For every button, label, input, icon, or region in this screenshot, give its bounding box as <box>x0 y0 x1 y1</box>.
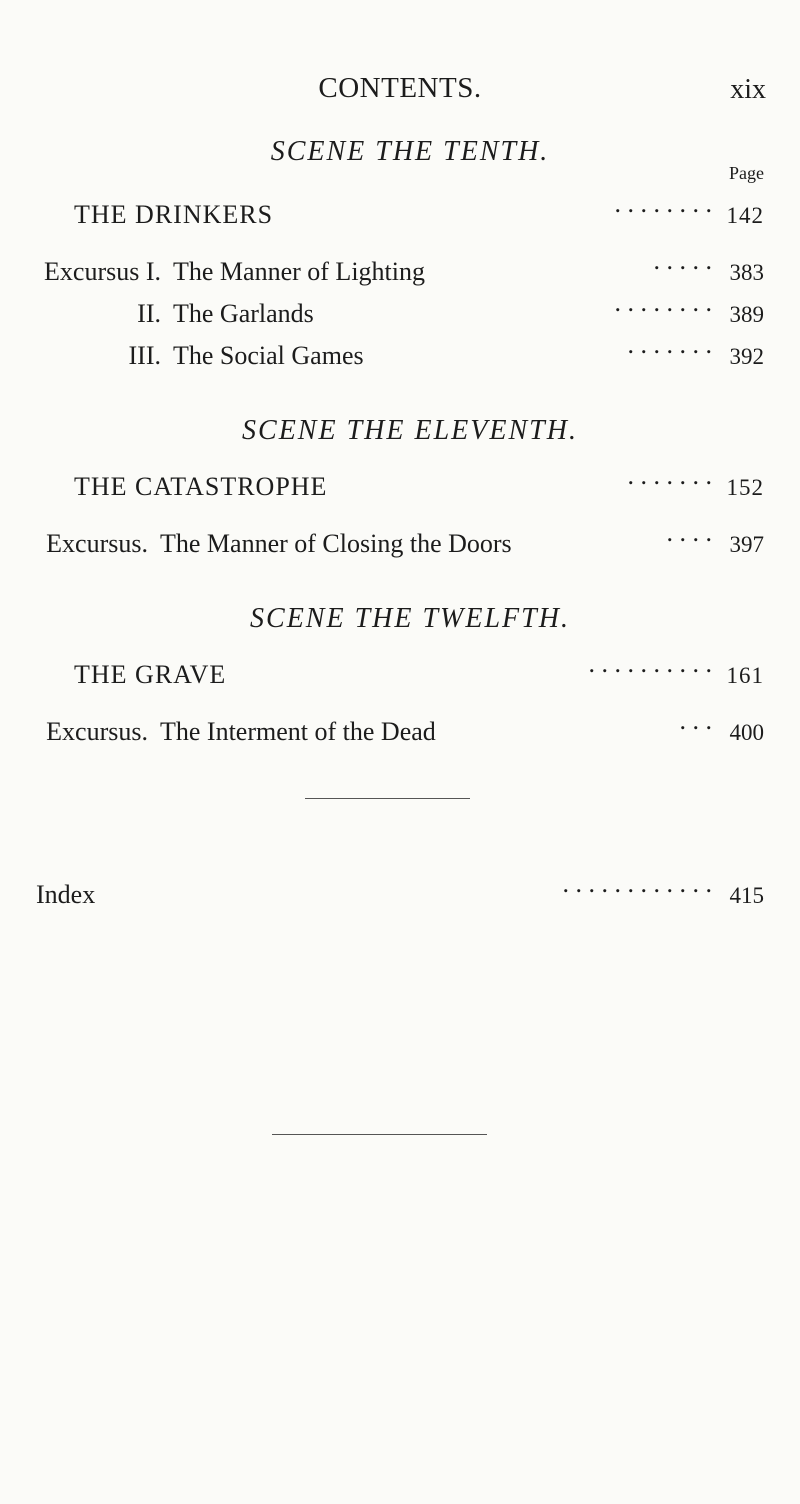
dot-leader: . . . . <box>666 518 712 547</box>
excursus-label: III. <box>128 341 161 370</box>
excursus-label: Excursus. <box>46 529 148 558</box>
scene-heading: SCENE THE TENTH. <box>270 136 550 167</box>
entry-page-number: 142 <box>726 203 764 228</box>
dot-leader: . . . . . . . . . . . . <box>562 869 712 898</box>
entry-title: Index <box>36 880 96 909</box>
toc-entry-excursus[interactable] <box>36 246 764 287</box>
toc-entry-excursus[interactable] <box>36 330 764 371</box>
entry-page-number: 397 <box>729 532 764 557</box>
divider-rule <box>305 798 470 799</box>
entry-page-number: 415 <box>729 883 764 908</box>
entry-title: THE CATASTROPHE <box>74 472 328 501</box>
scene-heading: SCENE THE ELEVENTH. <box>242 415 578 446</box>
toc-entry-main[interactable] <box>74 461 764 502</box>
entry-title: THE GRAVE <box>74 660 227 689</box>
entry-title: The Manner of Closing the Doors <box>160 529 512 558</box>
dot-leader: . . . . . . . . <box>614 189 712 218</box>
toc-entry-index[interactable] <box>36 869 764 910</box>
toc-entry-main[interactable] <box>74 649 764 690</box>
toc-entry-excursus[interactable] <box>36 706 764 747</box>
entry-page-number: 383 <box>729 260 764 285</box>
page-column-label: Page <box>729 163 764 183</box>
dot-leader: . . . <box>679 706 712 735</box>
page-folio: xix <box>730 74 766 105</box>
divider-rule <box>272 1134 487 1135</box>
toc-entry-main[interactable] <box>74 189 764 230</box>
entry-page-number: 161 <box>726 663 764 688</box>
entry-title: THE DRINKERS <box>74 200 274 229</box>
excursus-label: Excursus I. <box>44 257 161 286</box>
entry-page-number: 392 <box>729 344 764 369</box>
dot-leader: . . . . . <box>653 246 712 275</box>
dot-leader: . . . . . . . <box>627 330 712 359</box>
entry-title: The Social Games <box>173 341 364 370</box>
excursus-label: Excursus. <box>46 717 148 746</box>
toc-entry-excursus[interactable] <box>36 518 764 559</box>
dot-leader: . . . . . . . . . . <box>588 649 712 678</box>
toc-entry-excursus[interactable] <box>36 288 764 329</box>
excursus-label: II. <box>137 299 161 328</box>
dot-leader: . . . . . . . . <box>614 288 712 317</box>
entry-page-number: 400 <box>729 720 764 745</box>
entry-page-number: 152 <box>726 475 764 500</box>
entry-title: The Garlands <box>173 299 314 328</box>
scene-heading: SCENE THE TWELFTH. <box>250 603 570 634</box>
entry-title: The Interment of the Dead <box>160 717 436 746</box>
entry-title: The Manner of Lighting <box>173 257 425 286</box>
entry-page-number: 389 <box>729 302 764 327</box>
running-head-title: CONTENTS. <box>318 72 482 104</box>
dot-leader: . . . . . . . <box>627 461 712 490</box>
